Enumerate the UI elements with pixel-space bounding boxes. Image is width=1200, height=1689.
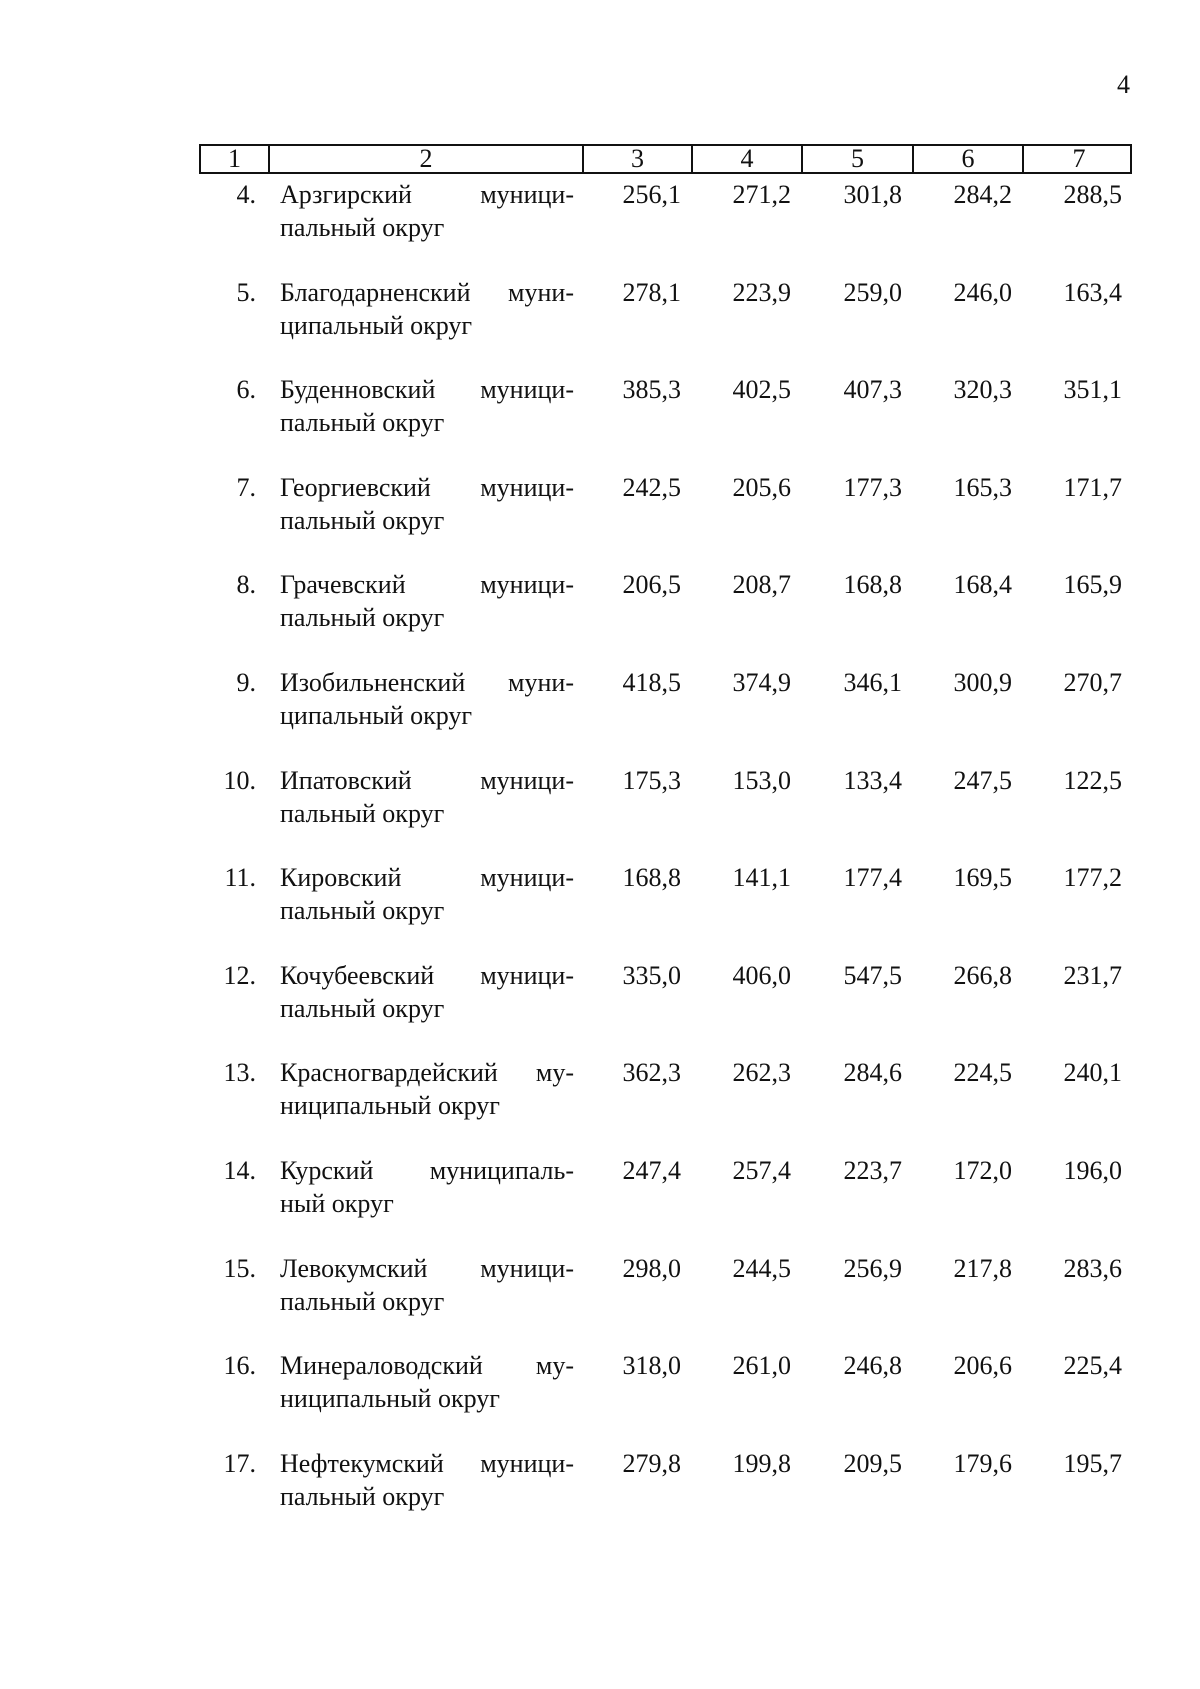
- value-column-3: 362,3: [622, 1058, 681, 1088]
- value-column-4: 153,0: [732, 765, 791, 795]
- value-column-3: 385,3: [622, 375, 681, 405]
- table-row: [199, 1349, 1132, 1447]
- row-number: 16.: [223, 1351, 256, 1381]
- value-column-3: 206,5: [622, 570, 681, 600]
- district-name-line: пальный округ: [280, 1286, 445, 1316]
- row-number: 9.: [236, 667, 256, 697]
- value-column-3: 256,1: [622, 180, 681, 209]
- column-number-6: 6: [914, 146, 1024, 172]
- row-number: 6.: [236, 375, 256, 405]
- column-number-4: 4: [693, 146, 803, 172]
- district-name-line: Ипатовский муници-: [280, 765, 574, 795]
- value-column-5: 407,3: [843, 375, 902, 405]
- value-column-6: 246,0: [953, 277, 1012, 307]
- value-column-3: 247,4: [622, 1155, 681, 1185]
- value-column-3: 279,8: [622, 1448, 681, 1478]
- district-table-body: [199, 178, 1132, 1544]
- district-name-line: Нефтекумский муници-: [280, 1448, 574, 1478]
- row-number: 8.: [236, 570, 256, 600]
- district-name: [268, 568, 582, 666]
- value-column-6: 169,5: [953, 863, 1012, 893]
- table-row: [199, 373, 1132, 471]
- value-column-5: 133,4: [843, 765, 902, 795]
- district-name: [268, 178, 582, 276]
- value-column-4: 271,2: [732, 180, 791, 209]
- value-column-6: 266,8: [953, 960, 1012, 990]
- column-number-1: 1: [201, 146, 270, 172]
- value-column-3: 418,5: [622, 667, 681, 697]
- value-column-4: 402,5: [732, 375, 791, 405]
- value-column-7: 122,5: [1063, 765, 1122, 795]
- row-number: 11.: [224, 863, 256, 893]
- district-name: [268, 373, 582, 471]
- value-column-7: 177,2: [1063, 863, 1122, 893]
- district-name-line: Кочубеевский муници-: [280, 960, 574, 990]
- table-row: [199, 1252, 1132, 1350]
- district-name-line: пальный округ: [280, 505, 445, 535]
- table-row: [199, 861, 1132, 959]
- value-column-6: 320,3: [953, 375, 1012, 405]
- value-column-4: 199,8: [732, 1448, 791, 1478]
- value-column-4: 141,1: [732, 863, 791, 893]
- value-column-6: 168,4: [953, 570, 1012, 600]
- value-column-7: 283,6: [1063, 1253, 1122, 1283]
- value-column-5: 168,8: [843, 570, 902, 600]
- row-number: 10.: [223, 765, 256, 795]
- value-column-4: 244,5: [732, 1253, 791, 1283]
- row-number: 13.: [223, 1058, 256, 1088]
- value-column-6: 206,6: [953, 1351, 1012, 1381]
- row-number: 14.: [223, 1155, 256, 1185]
- district-name-line: Арзгирский муници-: [280, 180, 574, 209]
- value-column-6: 224,5: [953, 1058, 1012, 1088]
- district-name: [268, 959, 582, 1057]
- value-column-7: 195,7: [1063, 1448, 1122, 1478]
- district-name: [268, 1447, 582, 1545]
- row-number: 15.: [223, 1253, 256, 1283]
- table-row: [199, 1056, 1132, 1154]
- value-column-5: 256,9: [843, 1253, 902, 1283]
- value-column-7: 351,1: [1063, 375, 1122, 405]
- value-column-3: 278,1: [622, 277, 681, 307]
- district-name: [268, 276, 582, 374]
- district-name: [268, 764, 582, 862]
- value-column-7: 270,7: [1063, 667, 1122, 697]
- column-number-2: 2: [270, 146, 584, 172]
- district-name-line: Кировский муници-: [280, 863, 574, 893]
- district-name: [268, 471, 582, 569]
- table-column-number-header: [199, 144, 1132, 174]
- value-column-3: 318,0: [622, 1351, 681, 1381]
- table-row: [199, 666, 1132, 764]
- district-name-line: Изобильненский муни-: [280, 667, 574, 697]
- column-number-3: 3: [584, 146, 693, 172]
- table-row: [199, 178, 1132, 276]
- district-name-line: ниципальный округ: [280, 1384, 500, 1414]
- value-column-5: 284,6: [843, 1058, 902, 1088]
- value-column-6: 300,9: [953, 667, 1012, 697]
- value-column-5: 301,8: [843, 180, 902, 209]
- district-name: [268, 1154, 582, 1252]
- district-name-line: ципальный округ: [280, 310, 473, 340]
- value-column-7: 171,7: [1063, 472, 1122, 502]
- value-column-7: 165,9: [1063, 570, 1122, 600]
- table-row: [199, 1154, 1132, 1252]
- value-column-5: 177,3: [843, 472, 902, 502]
- value-column-6: 165,3: [953, 472, 1012, 502]
- table-row: [199, 568, 1132, 666]
- value-column-4: 223,9: [732, 277, 791, 307]
- district-name: [268, 1252, 582, 1350]
- district-name-line: пальный округ: [280, 1481, 445, 1511]
- district-name-line: Курский муниципаль-: [280, 1155, 574, 1185]
- row-number: 4.: [236, 180, 256, 209]
- table-row: [199, 276, 1132, 374]
- value-column-5: 209,5: [843, 1448, 902, 1478]
- value-column-7: 196,0: [1063, 1155, 1122, 1185]
- district-name-line: Георгиевский муници-: [280, 472, 574, 502]
- value-column-5: 223,7: [843, 1155, 902, 1185]
- value-column-5: 346,1: [843, 667, 902, 697]
- value-column-5: 259,0: [843, 277, 902, 307]
- district-name-line: Красногвардейский му-: [280, 1058, 574, 1088]
- value-column-4: 261,0: [732, 1351, 791, 1381]
- value-column-4: 262,3: [732, 1058, 791, 1088]
- value-column-7: 240,1: [1063, 1058, 1122, 1088]
- value-column-7: 163,4: [1063, 277, 1122, 307]
- value-column-3: 168,8: [622, 863, 681, 893]
- value-column-6: 179,6: [953, 1448, 1012, 1478]
- district-name-line: Левокумский муници-: [280, 1253, 574, 1283]
- table-row: [199, 471, 1132, 569]
- column-number-5: 5: [803, 146, 914, 172]
- value-column-5: 547,5: [843, 960, 902, 990]
- value-column-4: 208,7: [732, 570, 791, 600]
- value-column-7: 225,4: [1063, 1351, 1122, 1381]
- column-number-7: 7: [1072, 144, 1086, 173]
- district-name-line: пальный округ: [280, 213, 445, 242]
- district-name: [268, 1056, 582, 1154]
- district-name-line: Буденновский муници-: [280, 375, 574, 405]
- value-column-5: 177,4: [843, 863, 902, 893]
- value-column-4: 205,6: [732, 472, 791, 502]
- value-column-4: 257,4: [732, 1155, 791, 1185]
- row-number: 7.: [236, 472, 256, 502]
- value-column-7: 288,5: [1063, 180, 1122, 209]
- value-column-3: 175,3: [622, 765, 681, 795]
- district-name-line: Благодарненский муни-: [280, 277, 574, 307]
- district-name-line: пальный округ: [280, 603, 445, 633]
- district-name-line: ципальный округ: [280, 700, 473, 730]
- value-column-6: 217,8: [953, 1253, 1012, 1283]
- value-column-3: 242,5: [622, 472, 681, 502]
- value-column-4: 374,9: [732, 667, 791, 697]
- value-column-6: 284,2: [953, 180, 1012, 209]
- value-column-3: 298,0: [622, 1253, 681, 1283]
- district-name-line: ный округ: [280, 1188, 394, 1218]
- district-name-line: пальный округ: [280, 993, 445, 1023]
- district-name: [268, 666, 582, 764]
- table-row: [199, 959, 1132, 1057]
- district-name-line: ниципальный округ: [280, 1091, 500, 1121]
- district-name: [268, 1349, 582, 1447]
- value-column-7: 231,7: [1063, 960, 1122, 990]
- row-number: 5.: [236, 277, 256, 307]
- district-name-line: Грачевский муници-: [280, 570, 574, 600]
- value-column-6: 172,0: [953, 1155, 1012, 1185]
- value-column-3: 335,0: [622, 960, 681, 990]
- row-number: 17.: [223, 1448, 256, 1478]
- value-column-4: 406,0: [732, 960, 791, 990]
- district-name-line: Минераловодский му-: [280, 1351, 574, 1381]
- row-number: 12.: [223, 960, 256, 990]
- page-number: 4: [1117, 70, 1130, 99]
- district-name-line: пальный округ: [280, 798, 445, 828]
- table-row: [199, 1447, 1132, 1545]
- table-row: [199, 764, 1132, 862]
- district-name: [268, 861, 582, 959]
- value-column-5: 246,8: [843, 1351, 902, 1381]
- district-name-line: пальный округ: [280, 896, 445, 926]
- value-column-6: 247,5: [953, 765, 1012, 795]
- district-name-line: пальный округ: [280, 408, 445, 438]
